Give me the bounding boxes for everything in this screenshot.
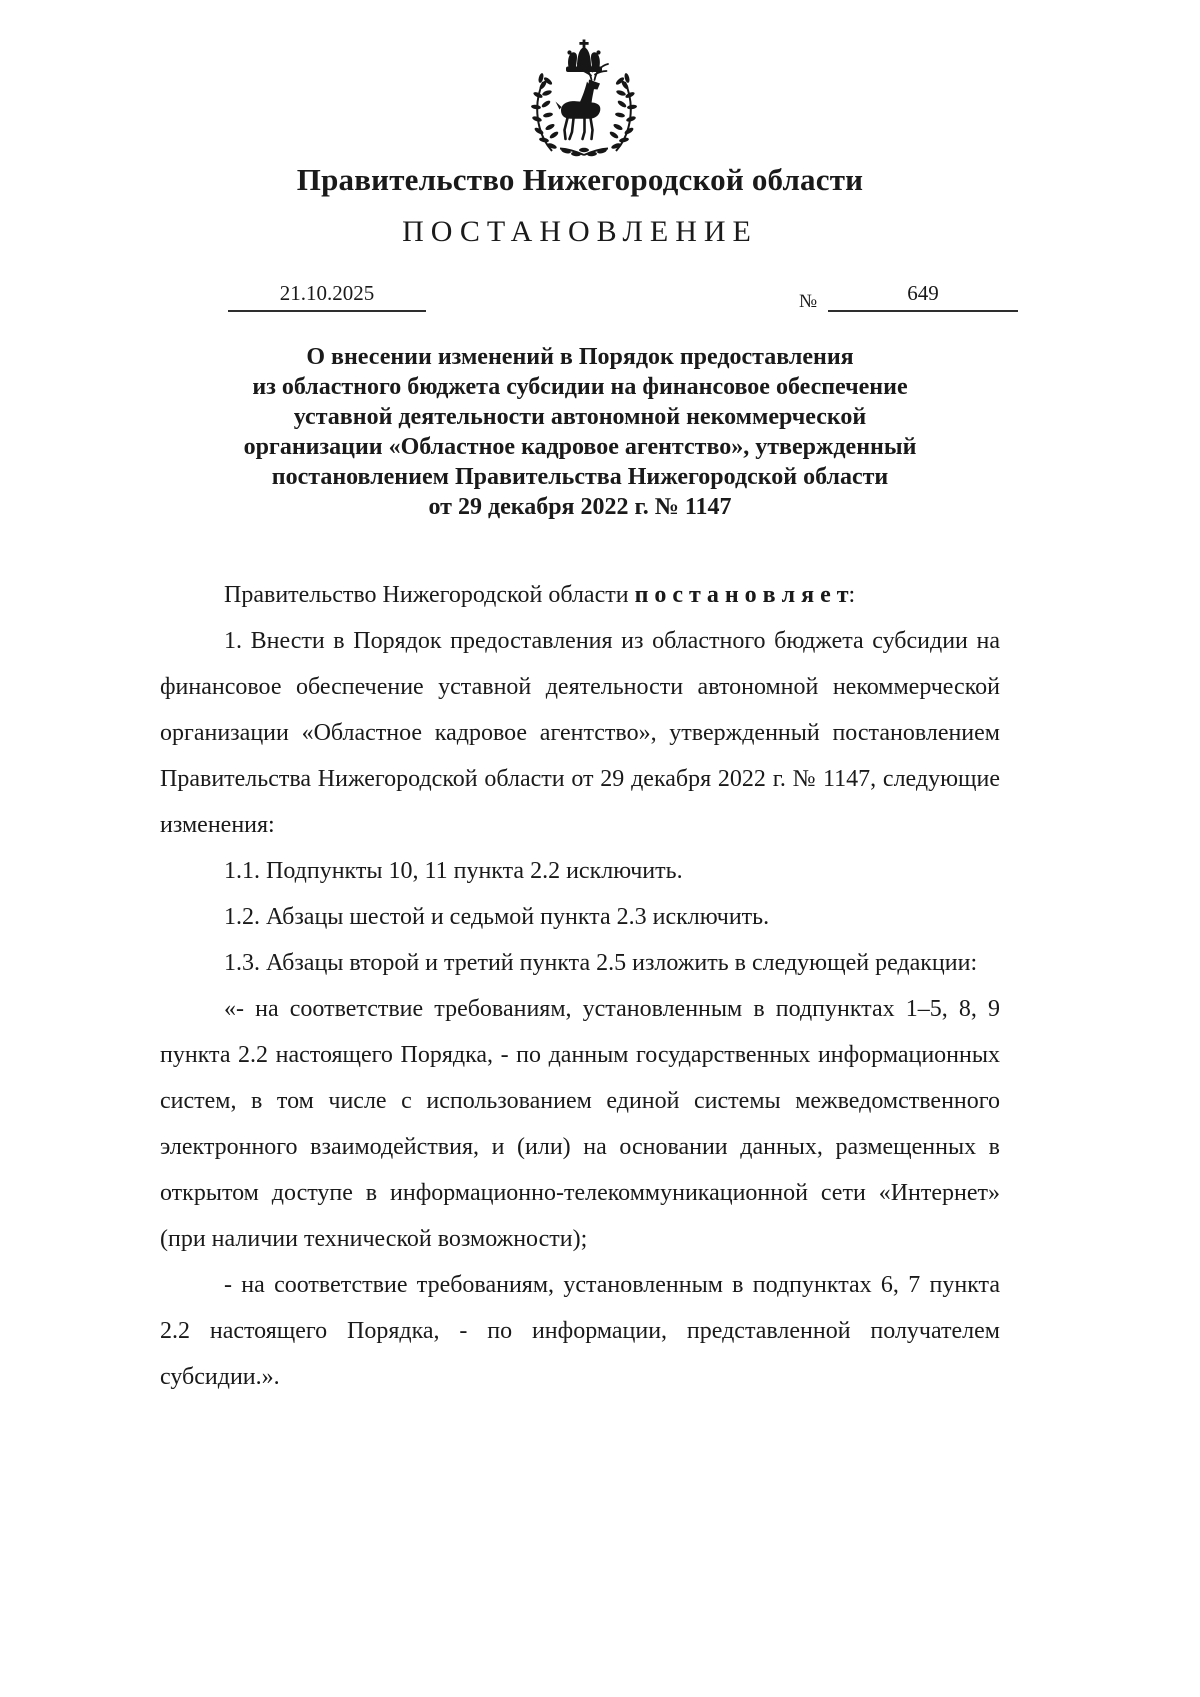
date-field: 21.10.2025 <box>228 281 426 312</box>
coat-of-arms-icon <box>521 38 647 160</box>
document-title-line: из областного бюджета субсидии на финансовое обеспечение <box>252 374 908 400</box>
number-field: 649 <box>828 281 1018 312</box>
document-title-line: уставной деятельности автономной некоммерческой <box>293 404 867 430</box>
document-type-label: ПОСТАНОВЛЕНИЕ <box>402 215 758 248</box>
body-paragraph: 1.3. Абзацы второй и третий пункта 2.5 изложить в следующей редакции: <box>224 950 978 976</box>
document-title-line: постановлением Правительства Нижегородской области <box>271 464 889 490</box>
document-title <box>0 342 1160 522</box>
body-paragraphs <box>160 618 1000 1400</box>
org-name: Правительство Нижегородской области <box>296 162 864 197</box>
body-paragraph: - на соответствие требованиям, установленным в подпунктах 6, 7 пункта 2.2 настоящего Порядка, - по информации, представленной получателем субсидии.». <box>160 1272 1000 1390</box>
number-sign-label: № <box>799 291 818 312</box>
body-paragraph: «- на соответствие требованиям, установленным в подпунктах 1–5, 8, 9 пункта 2.2 настоящего Порядка, - по данным государственных информационных систем, в том числе с использованием единой системы межведомственного электронного взаимодействия, и (или) на основании данных, размещенных в открытом доступе в информационно-телекоммуникационной сети «Интернет» (при наличии технической возможности); <box>160 996 1000 1252</box>
document-title-line: О внесении изменений в Порядок предоставления <box>306 344 854 370</box>
intro-paragraph <box>160 572 1000 618</box>
intro-resolves-word: п о с т а н о в л я е т <box>634 582 849 608</box>
intro-suffix: : <box>848 582 856 608</box>
intro-prefix: Правительство Нижегородской области <box>224 582 635 608</box>
document-title-line: организации «Областное кадровое агентство», утвержденный <box>243 434 917 460</box>
body-paragraph: 1.1. Подпункты 10, 11 пункта 2.2 исключить. <box>224 858 683 884</box>
body-paragraph: 1.2. Абзацы шестой и седьмой пункта 2.3 исключить. <box>224 904 770 930</box>
document-body <box>160 572 1000 1400</box>
document-title-line: от 29 декабря 2022 г. № 1147 <box>428 494 732 520</box>
body-paragraph: 1. Внести в Порядок предоставления из областного бюджета субсидии на финансовое обеспечение уставной деятельности автономной некоммерческой организации «Областное кадровое агентство», утвержденный постановлением Правительства Нижегородской области от 29 декабря 2022 г. № 1147, следующие изменения: <box>160 628 1000 838</box>
